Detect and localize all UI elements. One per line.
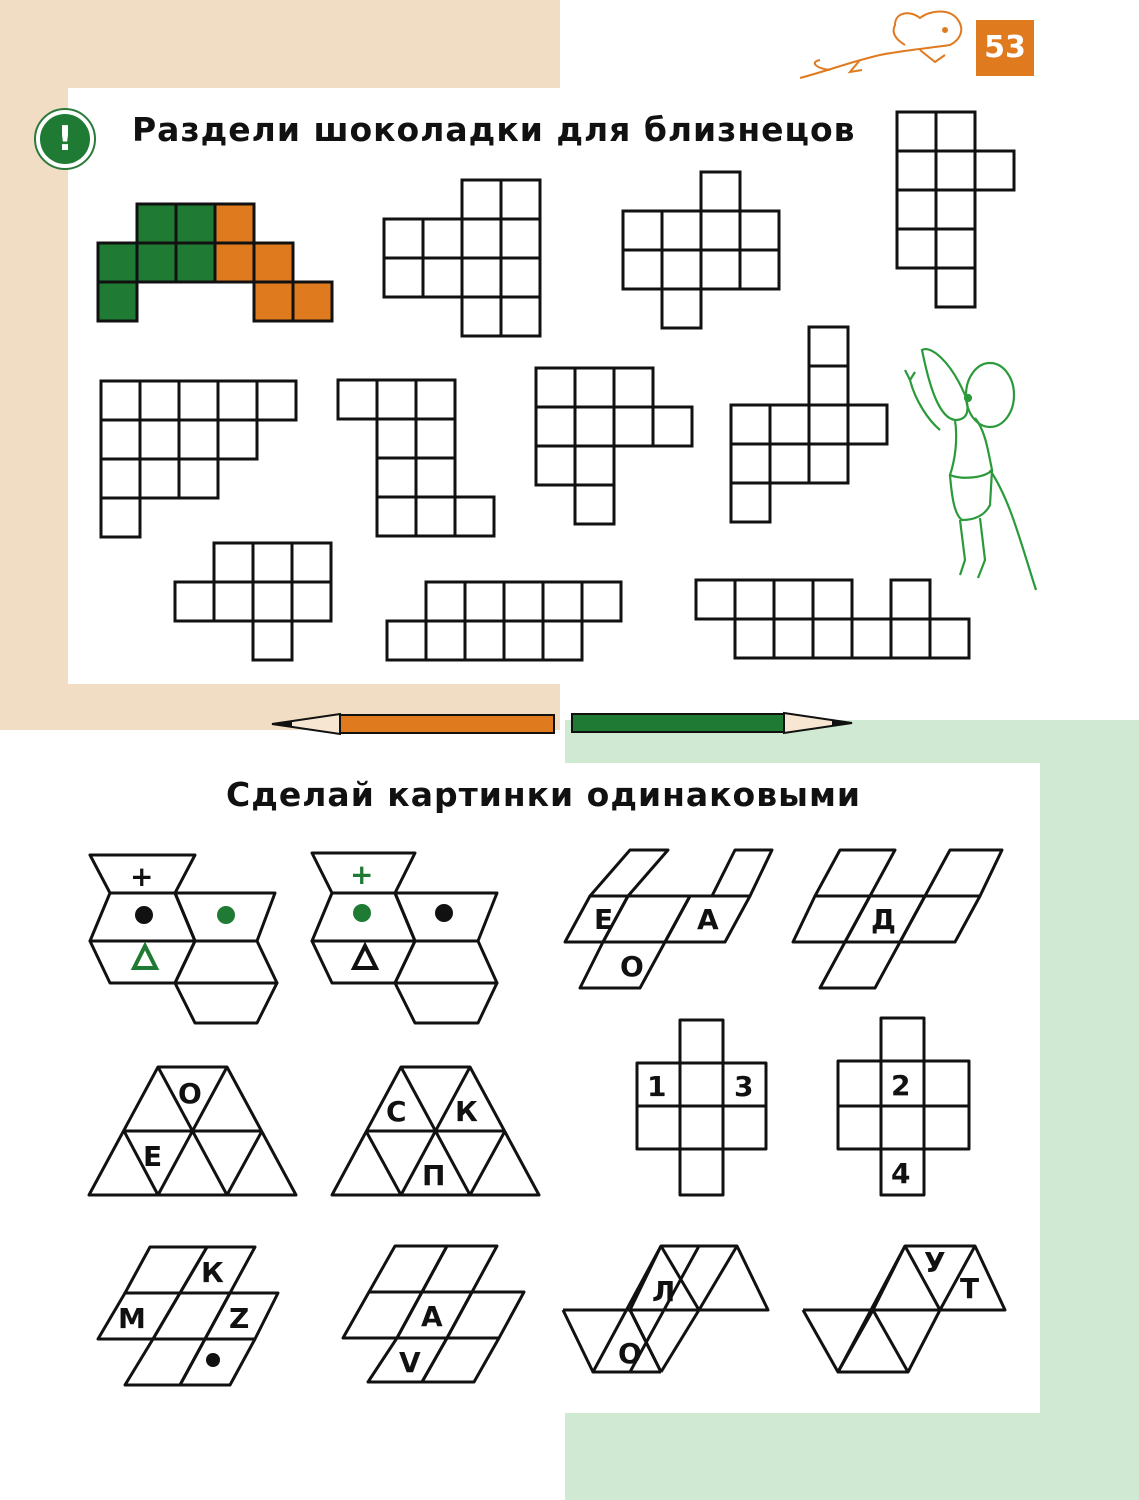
digit-1: 1: [647, 1070, 667, 1103]
green-triangle-icon: [134, 946, 156, 968]
digit-2: 2: [891, 1069, 911, 1102]
green-dot-icon: [353, 904, 371, 922]
para-figure-b[interactable]: [793, 850, 1002, 988]
chocolate-title: Раздели шоколадки для близнецов: [132, 110, 856, 149]
letter-o: О: [620, 950, 644, 983]
plus-black: +: [130, 860, 154, 893]
black-dot-icon: [135, 906, 153, 924]
letter-t: Т: [960, 1272, 980, 1305]
letter-u: У: [924, 1246, 946, 1279]
letter-a: А: [697, 903, 719, 936]
letter-e: Е: [594, 903, 614, 936]
letter-o: О: [178, 1077, 202, 1110]
letter-d: Д: [871, 903, 896, 936]
letter-m: М: [118, 1302, 146, 1335]
digit-3: 3: [734, 1070, 754, 1103]
hex-figure-a[interactable]: [90, 855, 277, 1023]
letter-v: V: [399, 1346, 421, 1379]
letter-z: Z: [229, 1302, 250, 1335]
plus-green: +: [350, 858, 374, 891]
letter-a: А: [421, 1300, 443, 1333]
black-dot-icon: [435, 904, 453, 922]
letter-k: К: [201, 1256, 224, 1289]
exclamation-mark: !: [40, 114, 90, 164]
letter-e: Е: [143, 1140, 163, 1173]
green-dot-icon: [217, 906, 235, 924]
letter-k: К: [455, 1095, 478, 1128]
letter-o: О: [618, 1337, 642, 1370]
letter-p: П: [422, 1159, 446, 1192]
hex-symbols: [134, 904, 453, 1367]
hex-figure-b[interactable]: [312, 853, 497, 1023]
zigzag-figure-b[interactable]: [803, 1246, 1005, 1372]
black-dot-icon: [206, 1353, 220, 1367]
zigzag-figure-a[interactable]: [563, 1246, 768, 1372]
same-pictures-title: Сделай картинки одинаковыми: [226, 775, 862, 814]
black-triangle-icon: [354, 946, 376, 968]
digit-4: 4: [891, 1157, 911, 1190]
cross-figure-a[interactable]: [637, 1020, 766, 1195]
letter-l: Л: [652, 1275, 676, 1308]
page-number: 53: [976, 20, 1034, 76]
letter-s: С: [386, 1095, 407, 1128]
